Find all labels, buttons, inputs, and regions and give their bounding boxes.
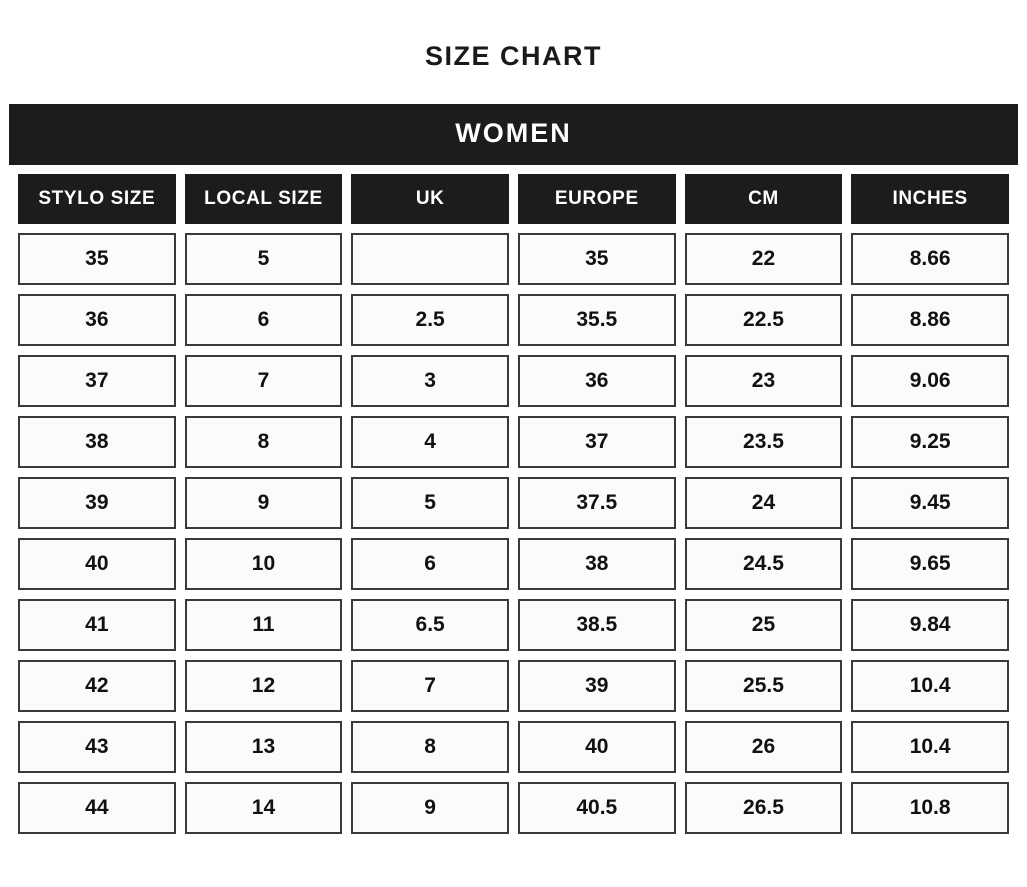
cell-inches: 9.84 <box>851 599 1009 651</box>
column-header-stylo-size: STYLO SIZE <box>18 174 176 224</box>
table-row <box>18 233 1009 285</box>
cell-stylo-size: 36 <box>18 294 176 346</box>
table-row <box>18 355 1009 407</box>
cell-stylo-size: 42 <box>18 660 176 712</box>
column-header-local-size: LOCAL SIZE <box>185 174 343 224</box>
cell-inches: 9.25 <box>851 416 1009 468</box>
cell-local-size: 8 <box>185 416 343 468</box>
cell-local-size: 7 <box>185 355 343 407</box>
cell-uk: 6.5 <box>351 599 509 651</box>
cell-local-size: 6 <box>185 294 343 346</box>
cell-local-size: 10 <box>185 538 343 590</box>
cell-stylo-size: 37 <box>18 355 176 407</box>
cell-europe: 38.5 <box>518 599 676 651</box>
cell-uk: 5 <box>351 477 509 529</box>
cell-stylo-size: 44 <box>18 782 176 834</box>
column-header-inches: INCHES <box>851 174 1009 224</box>
cell-inches: 9.65 <box>851 538 1009 590</box>
cell-uk: 6 <box>351 538 509 590</box>
page-title: SIZE CHART <box>425 41 602 71</box>
cell-cm: 25.5 <box>685 660 843 712</box>
cell-stylo-size: 40 <box>18 538 176 590</box>
cell-cm: 24.5 <box>685 538 843 590</box>
cell-uk <box>351 233 509 285</box>
cell-cm: 24 <box>685 477 843 529</box>
category-banner-women: WOMEN <box>9 104 1018 165</box>
cell-inches: 9.45 <box>851 477 1009 529</box>
cell-europe: 39 <box>518 660 676 712</box>
cell-cm: 26.5 <box>685 782 843 834</box>
cell-europe: 40 <box>518 721 676 773</box>
table-row <box>18 416 1009 468</box>
table-row <box>18 477 1009 529</box>
cell-cm: 22.5 <box>685 294 843 346</box>
cell-local-size: 12 <box>185 660 343 712</box>
size-chart-table <box>9 165 1018 843</box>
cell-local-size: 14 <box>185 782 343 834</box>
cell-local-size: 11 <box>185 599 343 651</box>
cell-stylo-size: 39 <box>18 477 176 529</box>
column-header-europe: EUROPE <box>518 174 676 224</box>
cell-uk: 7 <box>351 660 509 712</box>
cell-uk: 8 <box>351 721 509 773</box>
table-row <box>18 660 1009 712</box>
cell-local-size: 13 <box>185 721 343 773</box>
table-header-row <box>18 174 1009 224</box>
cell-inches: 10.8 <box>851 782 1009 834</box>
cell-europe: 35 <box>518 233 676 285</box>
cell-stylo-size: 41 <box>18 599 176 651</box>
cell-cm: 23.5 <box>685 416 843 468</box>
cell-cm: 23 <box>685 355 843 407</box>
cell-local-size: 5 <box>185 233 343 285</box>
cell-stylo-size: 43 <box>18 721 176 773</box>
cell-uk: 2.5 <box>351 294 509 346</box>
cell-uk: 9 <box>351 782 509 834</box>
column-header-uk: UK <box>351 174 509 224</box>
cell-uk: 4 <box>351 416 509 468</box>
cell-europe: 38 <box>518 538 676 590</box>
cell-europe: 35.5 <box>518 294 676 346</box>
table-row <box>18 782 1009 834</box>
table-row <box>18 721 1009 773</box>
cell-stylo-size: 38 <box>18 416 176 468</box>
table-row <box>18 599 1009 651</box>
cell-europe: 36 <box>518 355 676 407</box>
cell-inches: 8.86 <box>851 294 1009 346</box>
cell-stylo-size: 35 <box>18 233 176 285</box>
cell-cm: 25 <box>685 599 843 651</box>
table-row <box>18 294 1009 346</box>
cell-local-size: 9 <box>185 477 343 529</box>
cell-europe: 40.5 <box>518 782 676 834</box>
column-header-cm: CM <box>685 174 843 224</box>
cell-europe: 37.5 <box>518 477 676 529</box>
cell-inches: 10.4 <box>851 660 1009 712</box>
cell-inches: 8.66 <box>851 233 1009 285</box>
cell-cm: 22 <box>685 233 843 285</box>
cell-inches: 9.06 <box>851 355 1009 407</box>
cell-europe: 37 <box>518 416 676 468</box>
cell-cm: 26 <box>685 721 843 773</box>
cell-inches: 10.4 <box>851 721 1009 773</box>
table-row <box>18 538 1009 590</box>
cell-uk: 3 <box>351 355 509 407</box>
